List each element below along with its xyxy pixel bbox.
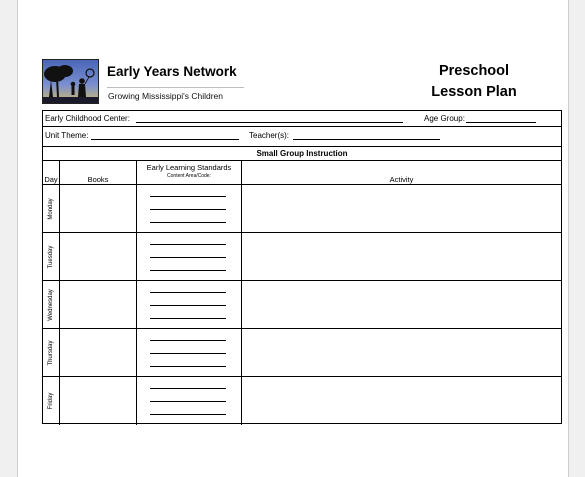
center-info-row (43, 111, 561, 127)
standards-line (150, 401, 226, 402)
header-divider (107, 87, 244, 88)
age-group-label: Age Group: (424, 114, 465, 123)
column-header-activity: Activity (242, 161, 561, 185)
day-row-monday (43, 185, 561, 233)
document-title-line-1: Preschool (438, 63, 510, 79)
center-label: Early Childhood Center: (45, 114, 130, 123)
activity-cell[interactable] (242, 281, 561, 328)
standards-cell[interactable] (137, 377, 242, 425)
day-cell (43, 281, 60, 328)
standards-line (150, 222, 226, 223)
day-row-friday (43, 377, 561, 425)
standards-line (150, 292, 226, 293)
standards-line (150, 270, 226, 271)
standards-line (150, 353, 226, 354)
standards-line (150, 305, 226, 306)
family-silhouette-logo-icon (43, 60, 99, 104)
standards-cell[interactable] (137, 281, 242, 328)
standards-cell[interactable] (137, 233, 242, 280)
day-label: Friday (48, 392, 54, 410)
activity-cell[interactable] (242, 233, 561, 280)
day-row-thursday (43, 329, 561, 377)
standards-line (150, 414, 226, 415)
standards-line (150, 388, 226, 389)
logo-image (42, 59, 99, 104)
teacher-field[interactable] (293, 139, 440, 140)
day-label: Wednesday (48, 289, 54, 321)
day-label: Tuesday (48, 245, 54, 269)
column-header-standards (137, 161, 242, 185)
organization-name: Early Years Network (107, 64, 237, 79)
standards-cell[interactable] (137, 329, 242, 376)
center-field[interactable] (136, 122, 403, 123)
document-title-line-2: Lesson Plan (431, 84, 517, 100)
day-cell (43, 233, 60, 280)
teacher-label: Teacher(s): (249, 131, 290, 140)
document-title (414, 61, 534, 103)
day-cell (43, 185, 60, 232)
standards-line (150, 366, 226, 367)
column-header-day: Day (43, 161, 60, 185)
standards-line (150, 196, 226, 197)
unit-theme-label: Unit Theme: (45, 131, 89, 140)
standards-line (150, 257, 226, 258)
day-label: Thursday (48, 340, 54, 366)
document-page (17, 0, 569, 477)
standards-subtitle: Content Area/Code: (167, 173, 211, 179)
standards-line (150, 318, 226, 319)
standards-title: Early Learning Standards (146, 163, 232, 172)
day-cell (43, 377, 60, 425)
column-header-books: Books (60, 161, 137, 185)
standards-cell[interactable] (137, 185, 242, 232)
age-group-field[interactable] (466, 122, 536, 123)
activity-cell[interactable] (242, 329, 561, 376)
day-cell (43, 329, 60, 376)
activity-cell[interactable] (242, 377, 561, 425)
standards-line (150, 244, 226, 245)
books-cell[interactable] (60, 329, 137, 376)
day-row-wednesday (43, 281, 561, 329)
day-row-tuesday (43, 233, 561, 281)
theme-info-row (43, 127, 561, 147)
organization-tagline: Growing Mississippi's Children (108, 91, 223, 101)
books-cell[interactable] (60, 185, 137, 232)
activity-cell[interactable] (242, 185, 561, 232)
books-cell[interactable] (60, 281, 137, 328)
lesson-plan-form (42, 110, 562, 424)
books-cell[interactable] (60, 377, 137, 425)
books-cell[interactable] (60, 233, 137, 280)
day-label: Monday (48, 198, 54, 220)
section-title: Small Group Instruction (43, 147, 561, 161)
standards-line (150, 340, 226, 341)
unit-theme-field[interactable] (91, 139, 239, 140)
standards-line (150, 209, 226, 210)
